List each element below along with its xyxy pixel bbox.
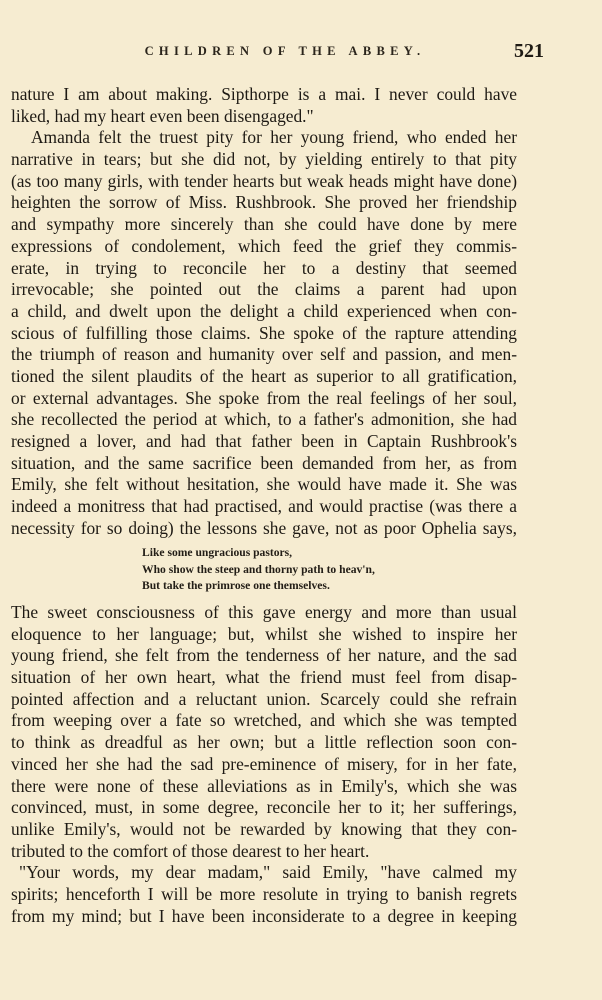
text-line: situation, and the same sacrifice been demanded from her, as from — [11, 452, 517, 473]
text-line: expressions of condolement, which feed the grief they commis- — [11, 235, 517, 256]
text-line: or external advantages. She spoke from the real feelings of her soul, — [11, 387, 517, 408]
text-line: tributed to the comfort of those dearest to her heart. — [11, 840, 370, 861]
text-line: heighten the sorrow of Miss. Rushbrook. She proved her friendship — [11, 192, 517, 213]
text-line: to think as dreadful as her own; but a little reflection soon con- — [11, 732, 517, 753]
text-line: pointed affection and a reluctant union. Scarcely could she refrain — [11, 688, 517, 709]
text-line: from my mind; but I have been inconsiderate to a degree in keeping — [11, 905, 517, 926]
text-line: young friend, she felt from the tenderness of her nature, and the sad — [11, 645, 517, 666]
text-line: narrative in tears; but she did not, by yielding entirely to that pity — [11, 149, 517, 170]
text-line: (as too many girls, with tender hearts but weak heads might have done) — [11, 170, 517, 191]
text-line: resigned a lover, and had that father been in Captain Rushbrook's — [11, 431, 517, 451]
running-title: CHILDREN OF THE ABBEY. — [144, 44, 426, 58]
text-line: liked, had my heart even been disengaged." — [11, 105, 314, 126]
verse-quotation — [142, 545, 422, 595]
text-line: convinced, must, in some degree, reconcile her to it; her sufferings, — [11, 797, 517, 818]
paragraph-1 — [11, 84, 517, 539]
text-line: irrevocable; she pointed out the claims a parent had upon — [11, 279, 517, 300]
text-line: from weeping over a fate so wretched, and which she was tempted — [11, 710, 517, 731]
text-line: she recollected the period at which, to a father's admonition, she had — [11, 409, 517, 430]
text-line: The sweet consciousness of this gave energy and more than usual — [11, 602, 517, 622]
text-line: situation of her own heart, what the friend must feel from disap- — [11, 667, 517, 688]
text-line: spirits; henceforth I will be more resolute in trying to banish regrets — [11, 883, 517, 904]
text-line: erate, in trying to reconcile her to a destiny that seemed — [11, 257, 517, 278]
text-line: Amanda felt the truest pity for her young friend, who ended her — [31, 127, 517, 148]
text-line: "Your words, my dear madam," said Emily, "have calmed my — [19, 862, 517, 883]
text-line: a child, and dwelt upon the delight a child experienced when con- — [11, 300, 517, 321]
text-line: tioned the silent plaudits of the heart as superior to all gratification, — [11, 365, 517, 386]
text-line: there were none of these alleviations as in Emily's, which she was — [11, 775, 517, 796]
text-line: the triumph of reason and humanity over self and passion, and men- — [11, 344, 517, 365]
text-line: necessity for so doing) the lessons she gave, not as poor Ophelia says, — [11, 517, 517, 538]
verse-line: Who show the steep and thorny path to heav'n, — [142, 562, 375, 576]
text-line: Emily, she felt without hesitation, she would have made it. She was — [11, 474, 517, 495]
text-line: eloquence to her language; but, whilst she wished to inspire her — [11, 623, 517, 644]
running-head — [0, 40, 602, 68]
text-line: unlike Emily's, would not be rewarded by knowing that they con- — [11, 818, 517, 839]
verse-line: But take the primrose one themselves. — [142, 579, 330, 592]
verse-line: Like some ungracious pastors, — [142, 546, 293, 559]
text-line: scious of fulfilling those claims. She spoke of the rapture attending — [11, 322, 517, 343]
text-line: indeed a monitress that had practised, and would practise (was there a — [11, 496, 517, 517]
text-line: nature I am about making. Sipthorpe is a mai. I never could have — [11, 84, 517, 104]
paragraph-2 — [11, 602, 517, 927]
text-line: vinced her she had the sad pre-eminence of misery, for in her fate, — [11, 753, 517, 774]
text-line: and sympathy more sincerely than she could have done by mere — [11, 214, 517, 235]
page-number: 521 — [514, 40, 544, 62]
